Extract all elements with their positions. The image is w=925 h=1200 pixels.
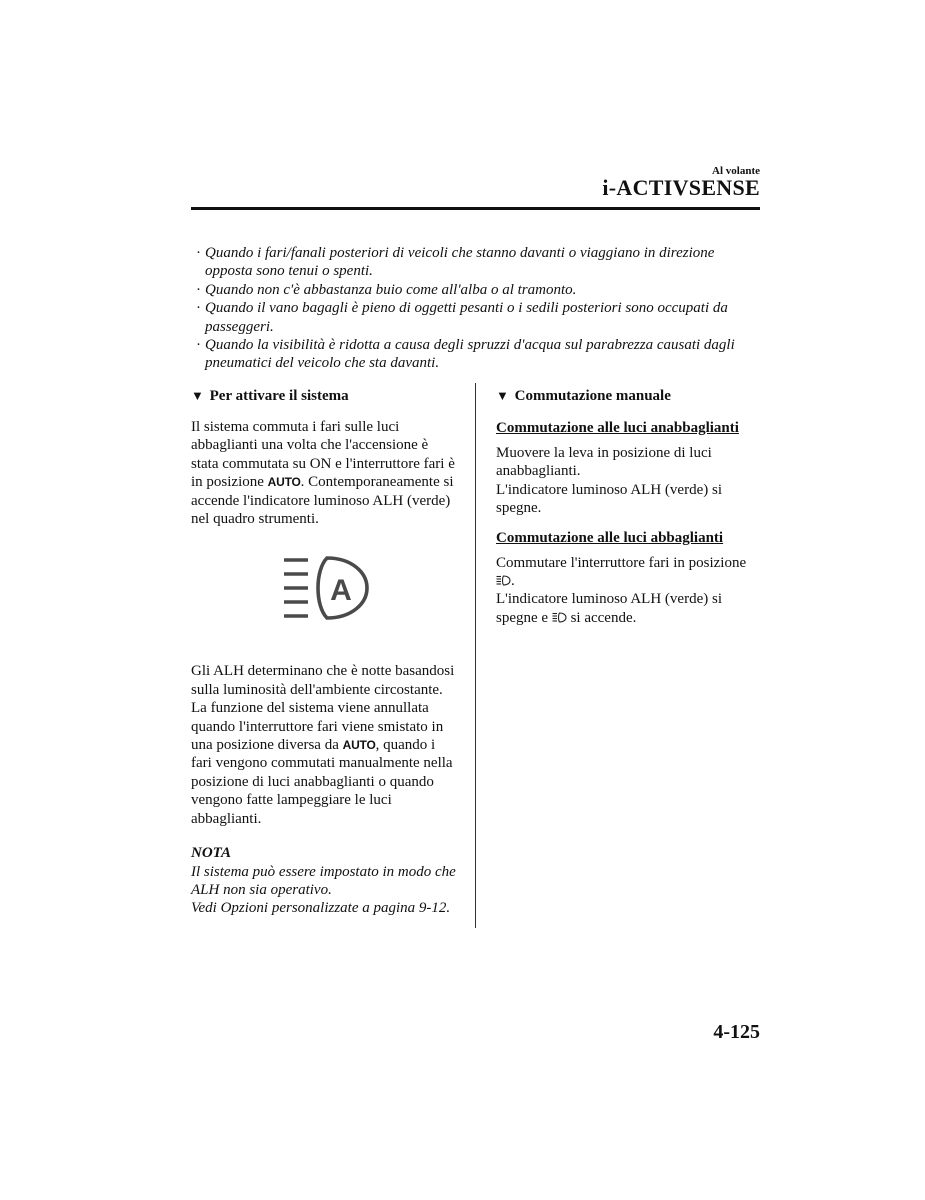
high-beam-result: [496, 590, 760, 627]
alh-night-paragraph: Gli ALH determinano che è notte basandosi sulla luminosità dell'ambiente circostante.: [191, 663, 455, 698]
chapter-title: i-ACTIVSENSE: [602, 175, 760, 200]
auto-high-beam-indicator-icon: [281, 554, 371, 624]
page-number: 4-125: [713, 1021, 760, 1043]
column-divider: [475, 383, 476, 928]
alh-indicator-figure: [191, 550, 457, 630]
cancel-paragraph: [191, 699, 457, 828]
high-beam-icon: [552, 612, 567, 623]
low-beam-instruction: Muovere la leva in posizione di luci anabbaglianti.: [496, 445, 712, 480]
auto-label: AUTO: [267, 475, 301, 490]
high-beam-instruction: [496, 554, 760, 591]
bullet-dot-icon: ·: [196, 281, 201, 298]
triangle-down-icon: ▼: [191, 388, 204, 403]
bullet-dot-icon: ·: [196, 245, 201, 261]
condition-item: [196, 299, 756, 336]
header-rule: [191, 207, 760, 210]
high-beam-result-end: si accende.: [566, 609, 637, 626]
bullet-dot-icon: ·: [196, 337, 201, 354]
svg-text:A: A: [330, 574, 352, 608]
high-beam-result-start: L'indicatore luminoso ALH (verde) si spegne e: [496, 591, 722, 626]
high-beam-instruction-text: Commutare l'interruttore fari in posizione: [496, 554, 747, 571]
condition-text: Quando non c'è abbastanza buio come all'alba o al tramonto.: [205, 281, 577, 298]
section-label: Al volante: [712, 165, 760, 177]
auto-label: AUTO: [342, 738, 376, 753]
activate-paragraph: [191, 418, 457, 528]
high-beam-icon: [496, 575, 511, 586]
activate-text-end: . Contemporaneamente si accende l'indicatore luminoso ALH (verde) nel quadro strumenti.: [191, 474, 454, 528]
manual-heading: [496, 386, 760, 406]
condition-item: [196, 244, 756, 281]
activate-heading: [191, 386, 457, 406]
nota-reference: Vedi Opzioni personalizzate a pagina 9-12.: [191, 900, 451, 917]
high-beam-subheading: Commutazione alle luci abbaglianti: [496, 529, 724, 546]
condition-text: Quando la visibilità è ridotta a causa degli spruzzi d'acqua sul parabrezza causati dagli pneumatici del veicolo che sta davanti.: [205, 337, 735, 372]
condition-item: [196, 336, 756, 373]
nota-text: Il sistema può essere impostato in modo che ALH non sia operativo.: [191, 863, 456, 898]
triangle-down-icon: ▼: [496, 388, 509, 403]
condition-text: Quando il vano bagagli è pieno di oggetti pesanti o i sedili posteriori sono occupati da passeggeri.: [205, 300, 728, 335]
manual-heading-text: Commutazione manuale: [514, 388, 671, 404]
activate-heading-text: Per attivare il sistema: [209, 388, 349, 404]
bullet-dot-icon: ·: [196, 300, 201, 317]
cancel-text-end: , quando i fari vengono commutati manualmente nella posizione di luci anabbaglianti o quando vengono fatte lampeggiare le luci abbaglianti.: [191, 737, 453, 827]
high-beam-instruction-end: .: [511, 573, 515, 590]
condition-item: [196, 281, 756, 299]
conditions-list: [196, 244, 756, 373]
condition-text: Quando i fari/fanali posteriori di veicoli che stanno davanti o viaggiano in direzione opposta sono tenui o spenti.: [205, 245, 715, 280]
cancel-text-start: La funzione del sistema viene annullata quando l'interruttore fari viene smistato in una posizione diversa da: [191, 700, 444, 754]
low-beam-result: L'indicatore luminoso ALH (verde) si spegne.: [496, 481, 722, 517]
low-beam-subheading: Commutazione alle luci anabbaglianti: [496, 420, 739, 436]
nota-title: NOTA: [191, 845, 232, 862]
right-column: [496, 386, 760, 627]
activate-text-start: Il sistema commuta i fari sulle luci abbaglianti una volta che l'accensione è stata commutata su ON e l'interruttore fari è in posizione: [191, 419, 455, 491]
left-column: [191, 386, 457, 918]
